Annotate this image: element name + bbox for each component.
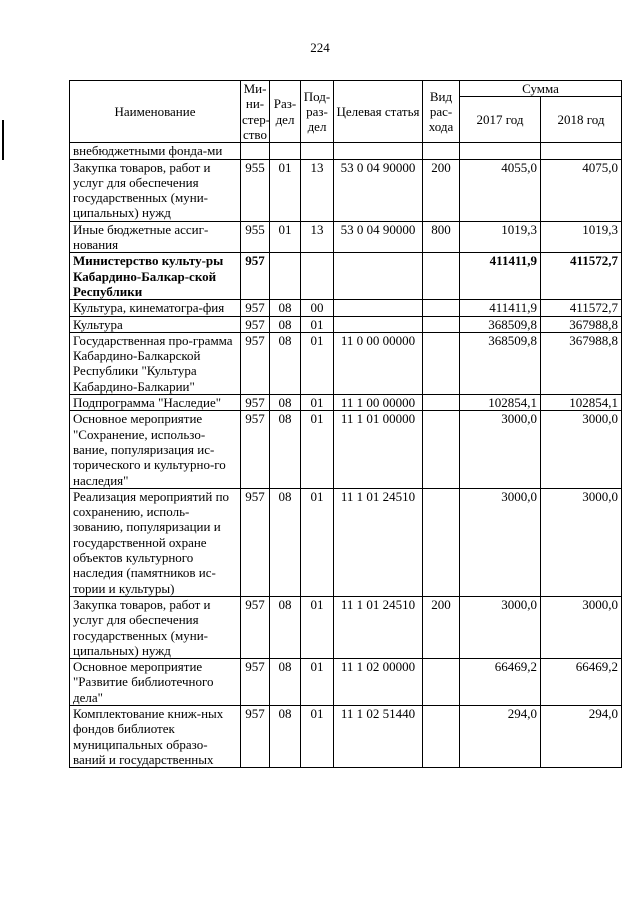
table-row [70, 143, 622, 159]
header-section: Раз-дел [270, 81, 301, 143]
cell-sum-2018: 3000,0 [541, 411, 622, 488]
cell-subsection [301, 253, 334, 300]
cell-expense-type [423, 488, 460, 596]
cell-expense-type [423, 705, 460, 767]
header-year-2017: 2017 год [460, 97, 541, 143]
cell-target: 11 1 02 51440 [334, 705, 423, 767]
page-number: 224 [310, 40, 330, 55]
header-sum: Сумма [460, 81, 622, 97]
cell-sum-2018 [541, 143, 622, 159]
cell-sum-2017 [460, 143, 541, 159]
cell-expense-type: 200 [423, 596, 460, 658]
cell-sum-2018: 1019,3 [541, 221, 622, 253]
cell-expense-type [423, 143, 460, 159]
cell-ministry [241, 143, 270, 159]
table-row [70, 596, 622, 658]
cell-subsection: 01 [301, 705, 334, 767]
cell-ministry: 957 [241, 395, 270, 411]
cell-subsection: 13 [301, 221, 334, 253]
budget-table [69, 80, 622, 768]
cell-subsection: 01 [301, 316, 334, 332]
cell-sum-2017: 1019,3 [460, 221, 541, 253]
cell-subsection [301, 143, 334, 159]
cell-section: 01 [270, 159, 301, 221]
cell-subsection: 01 [301, 411, 334, 488]
cell-target [334, 300, 423, 316]
cell-name: Основное мероприятие "Сохранение, использо-вание, популяризация ис-торического и культурно-го наследия" [70, 411, 241, 488]
cell-sum-2017: 3000,0 [460, 596, 541, 658]
cell-section: 08 [270, 332, 301, 394]
cell-target: 53 0 04 90000 [334, 159, 423, 221]
margin-mark [2, 120, 4, 160]
cell-sum-2018: 3000,0 [541, 596, 622, 658]
cell-sum-2018: 3000,0 [541, 488, 622, 596]
cell-sum-2017: 368509,8 [460, 316, 541, 332]
cell-target: 11 1 01 24510 [334, 596, 423, 658]
cell-sum-2017: 368509,8 [460, 332, 541, 394]
header-subsection: Под-раз-дел [301, 81, 334, 143]
cell-section: 08 [270, 411, 301, 488]
cell-expense-type [423, 395, 460, 411]
table-row [70, 705, 622, 767]
cell-sum-2018: 411572,7 [541, 253, 622, 300]
cell-expense-type [423, 316, 460, 332]
cell-section: 08 [270, 316, 301, 332]
cell-name: Государственная про-грамма Кабардино-Балкарской Республики "Культура Кабардино-Балкарии" [70, 332, 241, 394]
cell-expense-type [423, 659, 460, 706]
cell-sum-2017: 3000,0 [460, 488, 541, 596]
cell-target [334, 253, 423, 300]
cell-sum-2017: 294,0 [460, 705, 541, 767]
cell-ministry: 955 [241, 159, 270, 221]
cell-subsection: 01 [301, 332, 334, 394]
cell-target: 11 1 01 00000 [334, 411, 423, 488]
header-target: Целевая статья [334, 81, 423, 143]
header-ministry: Ми-ни-стер-ство [242, 81, 271, 142]
cell-name: Реализация мероприятий по сохранению, исполь-зованию, популяризации и государственной охране объектов культурного наследия (памятников ис-тории и культуры) [70, 488, 241, 596]
cell-section: 08 [270, 659, 301, 706]
cell-ministry: 955 [241, 221, 270, 253]
table-row [70, 159, 622, 221]
cell-ministry: 957 [241, 488, 270, 596]
cell-section [270, 143, 301, 159]
cell-target [334, 316, 423, 332]
table-row [70, 659, 622, 706]
cell-ministry: 957 [241, 659, 270, 706]
header-name: Наименование [70, 81, 241, 143]
cell-sum-2018: 66469,2 [541, 659, 622, 706]
cell-section: 08 [270, 705, 301, 767]
cell-target: 11 1 00 00000 [334, 395, 423, 411]
cell-section: 08 [270, 596, 301, 658]
cell-section [270, 253, 301, 300]
cell-ministry: 957 [241, 332, 270, 394]
cell-section: 08 [270, 488, 301, 596]
cell-sum-2017: 411411,9 [460, 253, 541, 300]
cell-name: Закупка товаров, работ и услуг для обеспечения государственных (муни-ципальных) нужд [70, 596, 241, 658]
cell-name: Подпрограмма "Наследие" [70, 395, 241, 411]
table-row [70, 221, 622, 253]
cell-ministry: 957 [241, 300, 270, 316]
cell-sum-2018: 102854,1 [541, 395, 622, 411]
cell-name: Иные бюджетные ассиг-нования [70, 221, 241, 253]
cell-name: Культура [70, 316, 241, 332]
header-expense-type: Вид рас-хода [423, 81, 460, 143]
cell-name: Закупка товаров, работ и услуг для обеспечения государственных (муни-ципальных) нужд [70, 159, 241, 221]
cell-subsection: 13 [301, 159, 334, 221]
cell-name: внебюджетными фонда-ми [70, 143, 241, 159]
cell-subsection: 01 [301, 395, 334, 411]
cell-target: 53 0 04 90000 [334, 221, 423, 253]
cell-name: Культура, кинематогра-фия [70, 300, 241, 316]
table-row [70, 316, 622, 332]
cell-target: 11 1 02 00000 [334, 659, 423, 706]
cell-sum-2017: 3000,0 [460, 411, 541, 488]
cell-ministry: 957 [241, 316, 270, 332]
cell-sum-2018: 367988,8 [541, 316, 622, 332]
cell-subsection: 00 [301, 300, 334, 316]
cell-target [334, 143, 423, 159]
cell-subsection: 01 [301, 596, 334, 658]
cell-sum-2018: 294,0 [541, 705, 622, 767]
cell-ministry: 957 [241, 705, 270, 767]
header-row [70, 81, 622, 97]
cell-name: Комплектование книж-ных фондов библиотек муниципальных образо-ваний и государственных [70, 705, 241, 767]
cell-sum-2017: 4055,0 [460, 159, 541, 221]
cell-ministry: 957 [241, 411, 270, 488]
cell-ministry: 957 [241, 596, 270, 658]
table-row [70, 488, 622, 596]
cell-sum-2018: 4075,0 [541, 159, 622, 221]
table-row [70, 411, 622, 488]
cell-section: 08 [270, 300, 301, 316]
table-row [70, 395, 622, 411]
cell-name: Министерство культу-ры Кабардино-Балкар-ской Республики [70, 253, 241, 300]
cell-target: 11 0 00 00000 [334, 332, 423, 394]
table-row [70, 253, 622, 300]
cell-expense-type: 200 [423, 159, 460, 221]
table-row [70, 332, 622, 394]
cell-expense-type [423, 411, 460, 488]
cell-section: 08 [270, 395, 301, 411]
cell-sum-2017: 411411,9 [460, 300, 541, 316]
cell-expense-type [423, 253, 460, 300]
cell-subsection: 01 [301, 659, 334, 706]
cell-sum-2017: 102854,1 [460, 395, 541, 411]
cell-sum-2017: 66469,2 [460, 659, 541, 706]
cell-ministry: 957 [241, 253, 270, 300]
cell-target: 11 1 01 24510 [334, 488, 423, 596]
cell-name: Основное мероприятие "Развитие библиотечного дела" [70, 659, 241, 706]
cell-expense-type: 800 [423, 221, 460, 253]
cell-sum-2018: 411572,7 [541, 300, 622, 316]
cell-sum-2018: 367988,8 [541, 332, 622, 394]
header-year-2018: 2018 год [541, 97, 622, 143]
cell-subsection: 01 [301, 488, 334, 596]
cell-section: 01 [270, 221, 301, 253]
table-row [70, 300, 622, 316]
cell-expense-type [423, 332, 460, 394]
cell-expense-type [423, 300, 460, 316]
